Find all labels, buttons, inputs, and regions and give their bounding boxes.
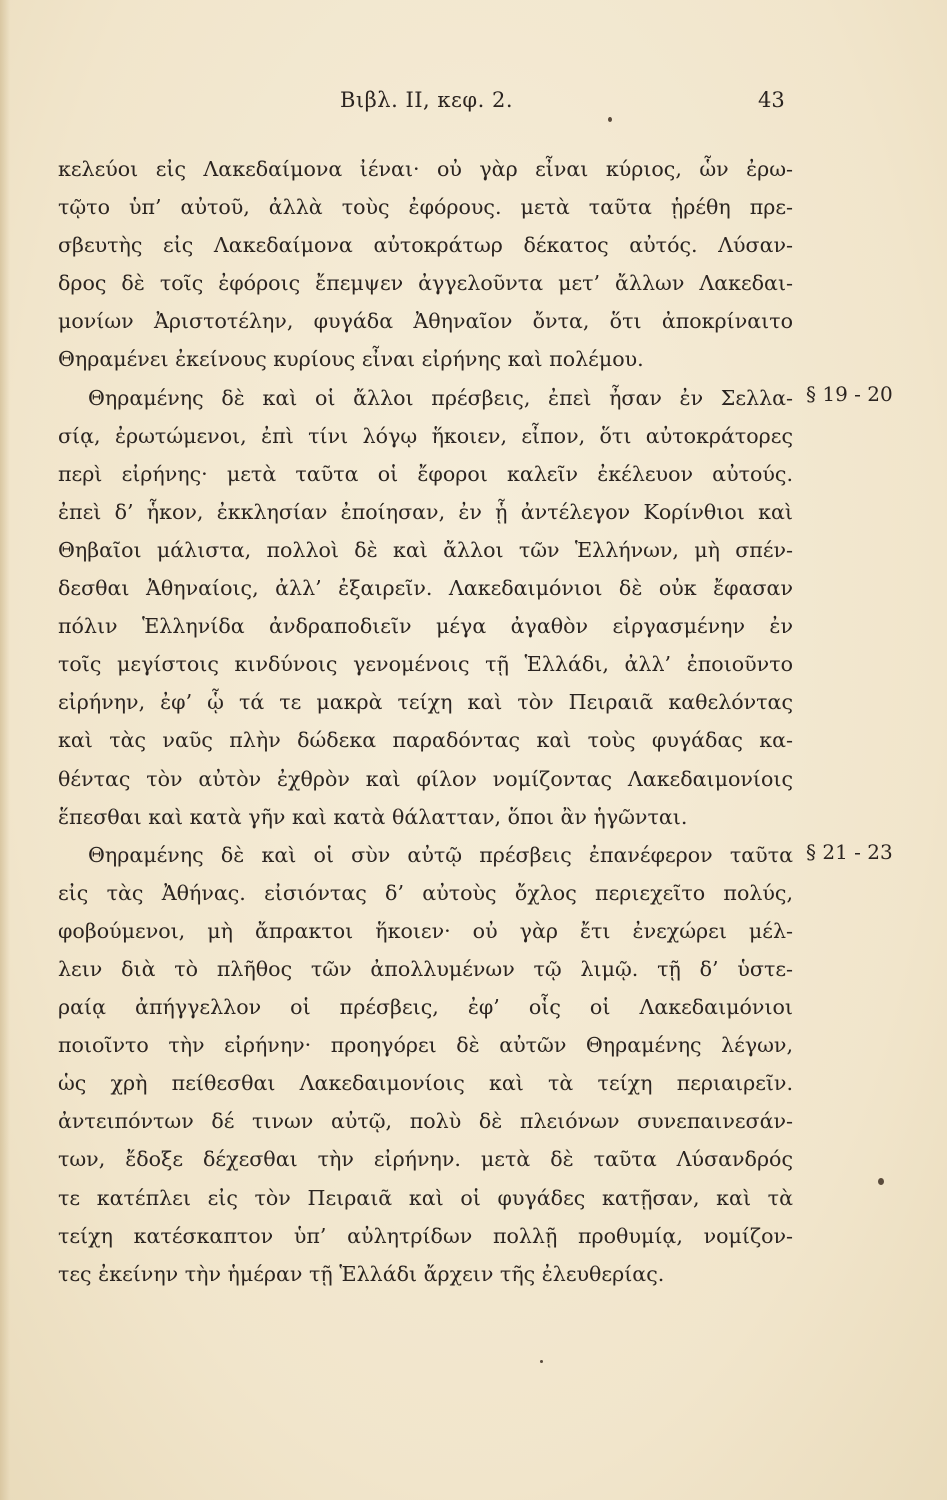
text-line: κελεύοι εἰς Λακεδαίμονα ἰέναι· οὐ γὰρ εἶναι κύριος, ὧν ἐρω-	[58, 157, 793, 181]
text-line: ραίᾳ ἀπήγγελλον οἱ πρέσβεις, ἐφ’ οἷς οἱ Λακεδαιμόνιοι	[58, 995, 793, 1020]
text-line: δεσθαι Ἀθηναίοις, ἀλλ’ ἐξαιρεῖν. Λακεδαιμόνιοι δὲ οὐκ ἔφασαν	[58, 576, 793, 601]
text-line: καὶ τὰς ναῦς πλὴν δώδεκα παραδόντας καὶ τοὺς φυγάδας κα-	[58, 728, 793, 753]
text-line: ἕπεσθαι καὶ κατὰ γῆν καὶ κατὰ θάλατταν, ὅποι ἂν ἡγῶνται.	[58, 804, 688, 829]
text-line: λειν διὰ τὸ πλῆθος τῶν ἀπολλυμένων τῷ λιμῷ. τῇ δ’ ὑστε-	[58, 956, 793, 981]
text-line: μονίων Ἀριστοτέλην, φυγάδα Ἀθηναῖον ὄντα, ὅτι ἀποκρίναιτο	[58, 309, 793, 334]
text-line: τῷτο ὑπ’ αὐτοῦ, ἀλλὰ τοὺς ἐφόρους. μετὰ ταῦτα ᾑρέθη πρε-	[58, 195, 793, 220]
text-line: τες ἐκείνην τὴν ἡμέραν τῇ Ἑλλάδι ἄρχειν τῆς ἐλευθερίας.	[58, 1261, 665, 1286]
ink-speck	[608, 117, 612, 122]
text-line: ποιοῖντο τὴν εἰρήνην· προηγόρει δὲ αὐτῶν Θηραμένης λέγων,	[58, 1033, 793, 1058]
text-line: τοῖς μεγίστοις κινδύνοις γενομένοις τῇ Ἑλλάδι, ἀλλ’ ἐποιοῦντο	[58, 652, 793, 677]
text-line: Θηραμένει ἐκείνους κυρίους εἶναι εἰρήνης καὶ πολέμου.	[58, 347, 644, 372]
text-line: Θηβαῖοι μάλιστα, πολλοὶ δὲ καὶ ἄλλοι τῶν Ἑλλήνων, μὴ σπέν-	[58, 537, 793, 562]
body-text	[58, 150, 793, 1293]
text-line: σβευτὴς εἰς Λακεδαίμονα αὐτοκράτωρ δέκατος αὐτός. Λύσαν-	[58, 233, 793, 258]
page-spine-shadow	[0, 0, 10, 1500]
text-line: των, ἔδοξε δέχεσθαι τὴν εἰρήνην. μετὰ δὲ ταῦτα Λύσανδρός	[58, 1147, 793, 1172]
ink-speck	[540, 1360, 543, 1363]
text-line: ὡς χρὴ πείθεσθαι Λακεδαιμονίοις καὶ τὰ τείχη περιαιρεῖν.	[58, 1071, 793, 1096]
running-head: Βιβλ. II, κεφ. 2.	[340, 88, 514, 112]
text-line: εἰς τὰς Ἀθήνας. εἰσιόντας δ’ αὐτοὺς ὄχλος περιεχεῖτο πολύς,	[58, 880, 793, 905]
text-line: Θηραμένης δὲ καὶ οἱ σὺν αὐτῷ πρέσβεις ἐπανέφερον ταῦτα	[88, 842, 793, 867]
text-line: ἐπεὶ δ’ ἧκον, ἐκκλησίαν ἐποίησαν, ἐν ᾗ ἀντέλεγον Κορίνθιοι καὶ	[58, 499, 793, 524]
text-line: ἀντειπόντων δέ τινων αὐτῷ, πολὺ δὲ πλειόνων συνεπαινεσάν-	[58, 1109, 793, 1134]
text-line: δρος δὲ τοῖς ἐφόροις ἔπεμψεν ἀγγελοῦντα μετ’ ἄλλων Λακεδαι-	[58, 271, 793, 296]
margin-note-section: § 19 - 20	[806, 382, 893, 406]
text-line: Θηραμένης δὲ καὶ οἱ ἄλλοι πρέσβεις, ἐπεὶ ἦσαν ἐν Σελλα-	[88, 385, 793, 410]
text-line: σίᾳ, ἐρωτώμενοι, ἐπὶ τίνι λόγῳ ἥκοιεν, εἶπον, ὅτι αὐτοκράτορες	[58, 423, 793, 448]
text-line: τε κατέπλει εἰς τὸν Πειραιᾶ καὶ οἱ φυγάδες κατῇσαν, καὶ τὰ	[58, 1185, 793, 1210]
page-header	[0, 88, 947, 122]
text-line: εἰρήνην, ἐφ’ ᾧ τά τε μακρὰ τείχη καὶ τὸν Πειραιᾶ καθελόντας	[58, 690, 793, 715]
margin-note-section: § 21 - 23	[806, 840, 893, 864]
text-line: πόλιν Ἑλληνίδα ἀνδραποδιεῖν μέγα ἀγαθὸν εἰργασμένην ἐν	[58, 614, 793, 639]
ink-speck	[878, 1178, 884, 1185]
text-line: φοβούμενοι, μὴ ἄπρακτοι ἥκοιεν· οὐ γὰρ ἔτι ἐνεχώρει μέλ-	[58, 918, 793, 943]
text-line: θέντας τὸν αὐτὸν ἐχθρὸν καὶ φίλον νομίζοντας Λακεδαιμονίοις	[58, 766, 793, 791]
text-line: περὶ εἰρήνης· μετὰ ταῦτα οἱ ἔφοροι καλεῖν ἐκέλευον αὐτούς.	[58, 461, 793, 486]
page-number: 43	[758, 88, 785, 112]
text-line: τείχη κατέσκαπτον ὑπ’ αὐλητρίδων πολλῇ προθυμίᾳ, νομίζον-	[58, 1223, 793, 1248]
